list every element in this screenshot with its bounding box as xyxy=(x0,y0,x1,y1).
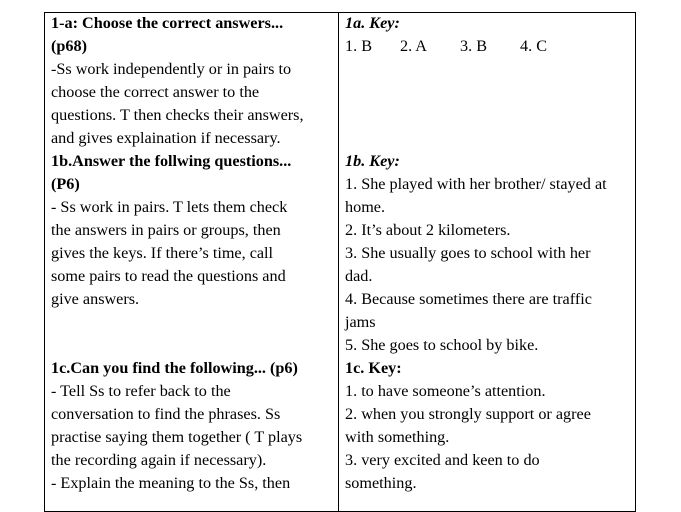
answer-key-line: 2. when you strongly support or agree xyxy=(345,405,591,423)
answer-key-line: home. xyxy=(345,198,386,216)
answer-key-line: 1c. Key: xyxy=(345,359,402,377)
answer-key-line: 2. It’s about 2 kilometers. xyxy=(345,221,511,239)
answer-key-line: 1. She played with her brother/ stayed at xyxy=(345,175,607,193)
procedure-line: some pairs to read the questions and xyxy=(51,267,286,285)
procedure-line: the recording again if necessary). xyxy=(51,451,267,469)
answer-key-line: 3. She usually goes to school with her xyxy=(345,244,591,262)
procedure-line: 1-a: Choose the correct answers... xyxy=(51,14,284,32)
answer-key-line: dad. xyxy=(345,267,373,285)
procedure-line: questions. T then checks their answers, xyxy=(51,106,304,124)
procedure-line: choose the correct answer to the xyxy=(51,83,260,101)
procedure-line: 1c.Can you find the following... (p6) xyxy=(51,359,298,377)
procedure-line: give answers. xyxy=(51,290,140,308)
procedure-line: the answers in pairs or groups, then xyxy=(51,221,281,239)
procedure-line: conversation to find the phrases. Ss xyxy=(51,405,281,423)
procedure-line: (p68) xyxy=(51,37,87,55)
answer-key-line: with something. xyxy=(345,428,450,446)
key-1a-answer: 1. B xyxy=(345,37,372,55)
procedure-line: (P6) xyxy=(51,175,80,193)
answer-key-line: 1. to have someone’s attention. xyxy=(345,382,546,400)
key-1a-answers xyxy=(345,35,547,58)
answer-key-line: 4. Because sometimes there are traffic xyxy=(345,290,592,308)
key-1a-answer: 2. A xyxy=(400,37,427,55)
procedure-line: and gives explaination if necessary. xyxy=(51,129,281,147)
answer-key-line: 3. very excited and keen to do xyxy=(345,451,540,469)
key-1a-answer: 3. B xyxy=(460,37,487,55)
answer-key-line: 5. She goes to school by bike. xyxy=(345,336,539,354)
procedure-line: practise saying them together ( T plays xyxy=(51,428,303,446)
key-1a-title: 1a. Key: xyxy=(345,14,400,32)
procedure-line: - Tell Ss to refer back to the xyxy=(51,382,231,400)
answer-key-line: 1b. Key: xyxy=(345,152,400,170)
procedure-line: - Explain the meaning to the Ss, then xyxy=(51,474,291,492)
procedure-line: -Ss work independently or in pairs to xyxy=(51,60,292,78)
procedure-line: 1b.Answer the follwing questions... xyxy=(51,152,292,170)
answer-key-line: something. xyxy=(345,474,417,492)
answer-key-line: jams xyxy=(345,313,376,331)
procedure-line: - Ss work in pairs. T lets them check xyxy=(51,198,288,216)
procedure-line: gives the keys. If there’s time, call xyxy=(51,244,274,262)
column-divider xyxy=(338,12,339,512)
key-1a-answer: 4. C xyxy=(520,37,547,55)
